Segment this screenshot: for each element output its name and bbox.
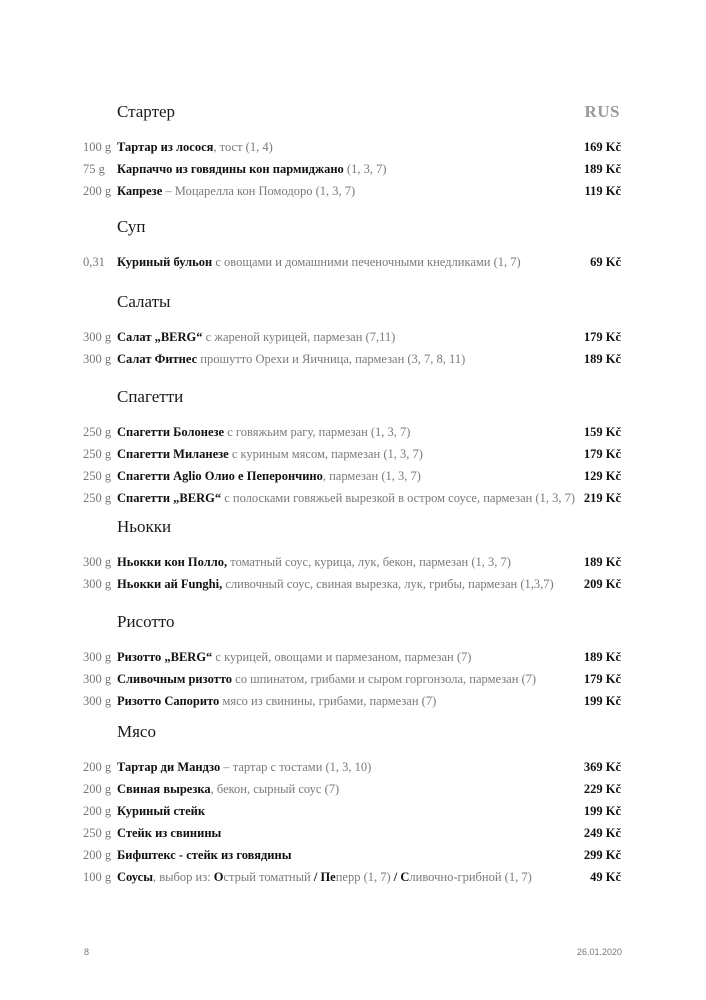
menu-item [83,158,621,180]
item-price: 179 Kč [583,672,621,686]
menu-item [83,668,621,690]
menu-item [83,573,621,595]
item-detail: , бекон, сырный соус (7) [210,782,340,796]
item-description [117,551,511,573]
item-detail: прошутто Орехи и Яичница, пармезан (3, 7, 8, 11) [197,352,466,366]
item-detail: – Моцарелла кон Помодоро (1, 3, 7) [162,184,356,198]
item-price: 229 Kč [583,782,621,796]
menu-item [83,443,621,465]
menu-item-list [83,421,621,509]
item-name: Спагетти Aglio Олио е Пеперончино [117,469,323,483]
item-detail: с жареной курицей, пармезан (7,11) [202,330,396,344]
item-name: Салат Фитнес [117,352,198,366]
menu-section [83,215,621,273]
item-price: 249 Kč [583,826,621,840]
item-quantity: 300 g [83,577,112,591]
item-description [117,668,536,690]
item-quantity: 250 g [83,469,112,483]
item-price: 199 Kč [583,804,621,818]
menu-item [83,756,621,778]
item-detail: мясо из свинины, грибами, пармезан (7) [219,694,437,708]
item-description [117,421,410,443]
item-description [117,778,339,800]
menu-item [83,690,621,712]
item-price: 189 Kč [583,162,621,176]
item-name: Салат „BERG“ [117,330,203,344]
item-detail: с говяжьим рагу, пармезан (1, 3, 7) [224,425,411,439]
item-price: 199 Kč [583,694,621,708]
item-price: 159 Kč [583,425,621,439]
item-price: 49 Kč [590,870,621,884]
menu-item [83,136,621,158]
item-description [117,136,273,158]
menu-item-list [83,756,621,888]
item-detail: – тартар с тостами (1, 3, 10) [220,760,372,774]
menu-item [83,844,621,866]
item-quantity: 300 g [83,352,112,366]
menu-item-list [83,646,621,712]
menu-section [83,720,621,888]
item-quantity: 0,31 [83,255,105,269]
item-detail-segment: / Пе [313,870,336,884]
menu-item [83,465,621,487]
section-title: Спагетти [117,387,184,406]
item-description [117,646,471,668]
language-label: RUS [584,102,620,121]
section-title: Мясо [117,722,156,741]
item-description [117,573,554,595]
item-detail: с овощами и домашними печеночными кнедликами (1, 7) [212,255,521,269]
item-description [117,180,355,202]
item-detail-segment: стрый томатный [223,870,314,884]
item-description [117,866,532,888]
section-title: Салаты [117,292,171,311]
item-quantity: 250 g [83,491,112,505]
menu-item-list [83,551,621,595]
menu-section [83,100,621,202]
item-name: Тартар из лосося [117,140,214,154]
item-description [117,756,371,778]
menu-item [83,326,621,348]
item-name: Соусы [117,870,153,884]
section-title: Стартер [117,102,176,121]
item-detail: сливочный соус, свиная вырезка, лук, грибы, пармезан (1,3,7) [222,577,554,591]
item-quantity: 200 g [83,782,112,796]
item-name: Стейк из свинины [117,826,222,840]
menu-item-list [83,326,621,370]
menu-item [83,778,621,800]
menu-item [83,251,621,273]
item-name: Капрезе [117,184,163,198]
item-detail-segment: / С [393,870,410,884]
item-detail-segment: ерр (1, 7) [342,870,394,884]
item-description [117,822,221,844]
menu-item [83,421,621,443]
item-description [117,465,421,487]
menu-section [83,290,621,370]
item-price: 119 Kč [584,184,621,198]
item-price: 169 Kč [583,140,621,154]
item-quantity: 100 g [83,870,112,884]
item-description [117,800,205,822]
item-price: 69 Kč [590,255,621,269]
item-quantity: 200 g [83,848,112,862]
item-quantity: 75 g [83,162,105,176]
menu-item-list [83,136,621,202]
item-name: Свиная вырезка [117,782,211,796]
menu-item [83,551,621,573]
item-quantity: 200 g [83,184,112,198]
item-detail: с полосками говяжьей вырезкой в остром соусе, пармезан (1, 3, 7) [221,491,576,505]
menu-item [83,487,621,509]
item-price: 129 Kč [583,469,621,483]
item-description [117,844,291,866]
item-name: Карпаччо из говядины кон пармиджано [117,162,344,176]
menu-item [83,866,621,888]
item-detail-segment: , выбор из: [152,870,214,884]
footer-date: 26.01.2020 [576,947,622,957]
menu-section [83,610,621,712]
item-quantity: 200 g [83,760,112,774]
menu-section [83,385,621,509]
item-quantity: 300 g [83,694,112,708]
item-price: 209 Kč [583,577,621,591]
item-detail: , пармезан (1, 3, 7) [322,469,421,483]
item-description [117,158,386,180]
item-description [117,443,423,465]
menu-item [83,800,621,822]
item-price: 299 Kč [583,848,621,862]
item-detail: (1, 3, 7) [343,162,387,176]
item-name: Тартар ди Мандзо [117,760,221,774]
section-title: Ньокки [117,517,172,536]
menu-item [83,180,621,202]
item-price: 189 Kč [583,555,621,569]
item-quantity: 200 g [83,804,112,818]
page-number: 8 [84,947,90,957]
item-description [117,251,521,273]
item-name: Куриный бульон [117,255,213,269]
item-price: 179 Kč [583,330,621,344]
item-name: Ризотто „BERG“ [117,650,213,664]
item-price: 189 Kč [583,352,621,366]
menu-item [83,646,621,668]
item-quantity: 100 g [83,140,112,154]
item-name: Спагетти „BERG“ [117,491,222,505]
item-detail: томатный соус, курица, лук, бекон, пармезан (1, 3, 7) [227,555,511,569]
item-name: Спагетти Миланезе [117,447,229,461]
item-name: Ньокки ай Funghi, [117,577,223,591]
item-price: 219 Kč [583,491,621,505]
item-quantity: 300 g [83,330,112,344]
item-name: Сливочным ризотто [117,672,233,686]
item-detail: со шпинатом, грибами и сыром горгонзола, пармезан (7) [232,672,537,686]
item-quantity: 300 g [83,555,112,569]
item-detail-segment: ливочно-грибной (1, 7) [409,870,532,884]
menu-item-list [83,251,621,273]
item-detail-segment: О [213,870,224,884]
menu-item [83,822,621,844]
item-quantity: 250 g [83,826,112,840]
item-price: 189 Kč [583,650,621,664]
item-name: Бифштекс - стейк из говядины [117,848,292,862]
item-quantity: 250 g [83,447,112,461]
item-description [117,690,436,712]
item-description [117,348,465,370]
item-price: 179 Kč [583,447,621,461]
item-detail-segment: п [335,870,343,884]
menu-item [83,348,621,370]
item-detail: , тост (1, 4) [213,140,273,154]
item-description [117,487,575,509]
item-description [117,326,395,348]
item-quantity: 300 g [83,672,112,686]
item-name: Куриный стейк [117,804,206,818]
item-detail: с куриным мясом, пармезан (1, 3, 7) [228,447,423,461]
menu-section [83,515,621,595]
item-quantity: 300 g [83,650,112,664]
section-title: Рисотто [117,612,175,631]
item-quantity: 250 g [83,425,112,439]
item-detail: с курицей, овощами и пармезаном, пармезан (7) [212,650,472,664]
item-name: Спагетти Болонезе [117,425,225,439]
item-name: Ризотто Сапорито [117,694,220,708]
item-price: 369 Kč [583,760,621,774]
section-title: Суп [117,217,146,236]
item-name: Ньокки кон Полло, [117,555,228,569]
